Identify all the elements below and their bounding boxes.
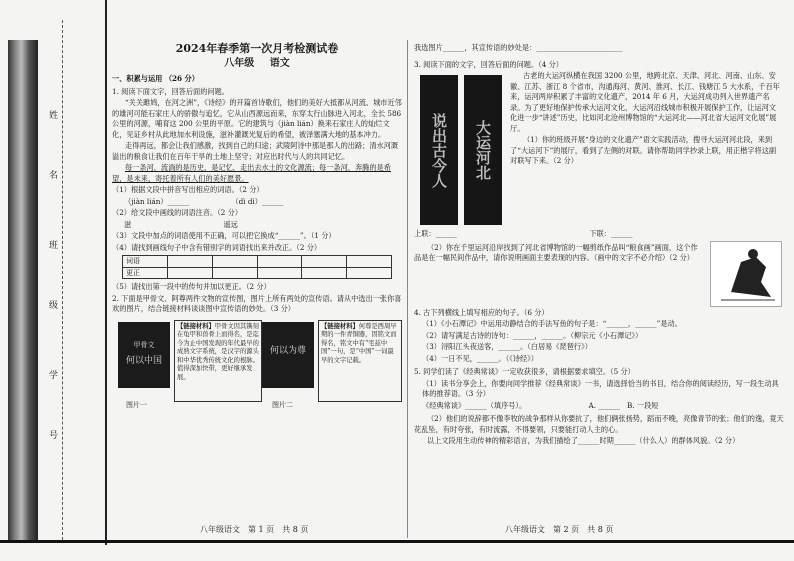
q1-1-a: （jiàn lián）______	[124, 196, 190, 206]
label-ming: 名	[47, 170, 57, 179]
correction-table	[122, 255, 392, 279]
q4-3: （3）浔阳江头夜送客，______。（白居易《琵琶行》）	[422, 342, 592, 351]
couplet-left: 说出古今人	[420, 75, 458, 225]
img2-slogan: 何以为尊	[269, 345, 306, 356]
q1-1: （1）根据文段中拼音写出相应的词语。（2 分）	[112, 185, 264, 194]
cell[interactable]	[212, 256, 257, 268]
papercut-figure-icon	[711, 242, 781, 306]
exam-title: 2024年春季第一次月考检测试卷	[175, 42, 339, 55]
cell[interactable]	[347, 256, 392, 268]
right-column	[414, 42, 784, 448]
xialian-label[interactable]: 下联：______	[589, 229, 633, 238]
img1-sub: 甲骨文	[133, 340, 155, 349]
q2: 2. 下面是甲骨文、阿尊两件文物的宣传图，图片上所有两处的宣传语。请从中选出一张你喜欢的图片，结合链接材料谈谈图中宣传语的妙处。（3 分）	[112, 293, 402, 313]
q4-1: （1）《小石潭记》中运用动静结合的手法写鱼的句子是：“______，______”是动。	[422, 319, 682, 328]
passage-para-2: 走得再远，都会让我们感激，找到自己的归途；武陵阿诗中那是那人的出路；清水河溉溢出的粮食让我们在百年干旱的土地上坚守；对应出时代与人的共同记忆。	[112, 141, 399, 161]
box1-text: 甲骨文因其镌刻在龟甲和兽骨上而得名，是迄今为止中国发现的年代最早的成熟文字系统，是汉字的源头和中华优秀传统文化的根脉。值得深加快带，更好继承发展。	[177, 322, 259, 381]
table-label-gengzheng: 更正	[123, 267, 168, 279]
caption-2: 图片二	[272, 400, 293, 409]
cell[interactable]	[257, 256, 302, 268]
image-he-zun	[262, 322, 314, 388]
q3: 3. 阅读下面的文字，回答后面的问题。（4 分）	[414, 59, 563, 69]
q5-3: 以上文段用生动传神的精彩语言，为我们描绘了______时期______（什么人）的群体风貌。（2 分）	[426, 436, 740, 445]
cell[interactable]	[347, 267, 392, 279]
label-hao: 号	[47, 430, 57, 439]
page-divider	[407, 40, 408, 538]
box1-title: 【链接材料】	[177, 322, 215, 330]
image-oracle-bone	[118, 322, 170, 388]
label-xue: 学	[47, 370, 57, 379]
link-box-1	[174, 320, 262, 402]
papercut-image	[710, 241, 782, 307]
q3-passage: 古老的大运河纵横在我国 3200 公里，地跨北京、天津、河北、河南、山东、安徽、江苏、浙江 8 个省市，沟通海河、黄河、淮河、长江、钱塘江 5 大水系，千百年来，运河两岸积累了丰富的文化遗产，2014 年 6 月，大运河成功列入世界遗产名录。为了更好地保护传承大运河文化，大运河沿线城市积极开展保护工作，让运河文化进一步“讲述”历史，比如河北沧州博物馆的“大运河北——河北省大运河文化展”展厅。	[510, 71, 780, 133]
cell[interactable]	[302, 256, 347, 268]
q5-2: （2）他们的说辞都不像李牧的战争那样从你要抗了，他们俩张扬势，蹈而不晚，亮像青节的张；他们的逸，竟天花乱坠，有时夸张，有时流露，不得要领，只要能打动人主的心。	[414, 414, 784, 434]
q1-5: （5）请找出第一段中的传句并加以更正。（2 分）	[112, 282, 271, 291]
q3-passage-block	[510, 71, 782, 168]
q5-1-b: A. ______ B. 一段短	[588, 400, 659, 410]
q4-4: （4）一日不见，______。（《诗经》）	[422, 353, 538, 363]
q5-1: （1）读书分享会上，你要向同学推荐《经典常谈》一书，请选择恰当的书目，结合你的阅读经历，写一段生动具体的推荐语。（3 分）	[422, 378, 779, 398]
passage-para-1: “关关雎鸠，在河之洲”，《诗经》的开篇首诗歌们，他们的美好大抵都从河流、城市近邻的雄河可能石家庄人的骄傲与追忆，它从山西源远而来，东穿太行山脉进入河北，全长 586 公里的河源，哺育这 200 公里的平原。它的建筑与（jiàn lián）换来石家庄人的灿烂文化，见证乡村从此地加水利设施，滋补灌溉光复后的希望，被泽塞满大地的基本冲力。	[112, 98, 402, 139]
link-box-2	[318, 320, 402, 402]
q1-4: （4）请找到画线句子中含有错别字的词语找出来并改正。（2 分）	[112, 242, 322, 252]
label-xing: 姓	[47, 110, 57, 119]
q3-2-block	[414, 243, 704, 265]
binding-margin	[0, 0, 107, 545]
passage-para-3: 每一条河，流淌的是历史，是记忆，走出去水土的文化源流；每一条河，奔腾的是希望，是未来，寄托着所有人们的美好愿景。	[112, 163, 391, 183]
q1-1-b: （dì dì）______	[231, 196, 284, 206]
q1-intro: 1. 阅读下面文字，回答后面的问题。	[112, 86, 229, 96]
box2-text: 何尊是西周早期的一件青铜器，因铭文而得名，铭文中有“宅兹中国”一句，是“中国”一词最早的文字记载。	[321, 322, 397, 364]
q3-1: （1）你的班级开展“身边的文化遗产”语文实践活动，搜寻大运河河北段，来到了“大运河下”的展厅，看到了左侧的对联。请你帮助同学抄录上联，用正楷字将这副对联写下来。（2 分）	[510, 135, 777, 165]
cell[interactable]	[168, 267, 213, 279]
shanglian-label[interactable]: 上联：______	[414, 229, 458, 238]
bottom-border	[0, 540, 794, 543]
q4: 4. 古下列横线上填写相应的句子。（6 分）	[414, 307, 549, 317]
cell[interactable]	[302, 267, 347, 279]
q5-1-a: 《经典常谈》______（填序号）。	[422, 400, 527, 410]
q5: 5. 同学们读了《经典常谈》一定收获很多，请根据要求填空。（5 分）	[414, 367, 635, 376]
cell[interactable]	[257, 267, 302, 279]
caption-1: 图片一	[126, 400, 147, 409]
q4-2: （2）请写满足古诗的诗句：______，______。（柳宗元《小石潭记》）	[422, 330, 643, 340]
label-ji: 级	[47, 300, 57, 309]
images-row	[112, 318, 402, 428]
footer-page-1: 八年级语文 第 1 页 共 8 页	[200, 525, 309, 534]
label-ban: 班	[47, 240, 57, 249]
img1-slogan: 何以中国	[125, 356, 162, 366]
section-heading: 一、积累与运用 （26 分）	[112, 74, 199, 83]
q3-2: （2）你在千里运河沿岸找到了河北省博物馆的一幅剪纸作品叫“粮食画”画面，这个作品是在一幅民间作品中，请你说明画面主要表现的内容。（画中的文字不必介绍）（2 分）	[414, 242, 698, 262]
box2-title: 【链接材料】	[321, 322, 359, 330]
table-label-ciyu: 词语	[123, 256, 168, 268]
cut-line	[62, 20, 63, 540]
left-column	[112, 42, 402, 428]
binding-strip	[8, 40, 38, 540]
footer-page-2: 八年级语文 第 2 页 共 8 页	[505, 525, 614, 534]
cell[interactable]	[168, 256, 213, 268]
q1-3: （3）文段中加点的词语使用不正确，可以把它换成“______”。（1 分）	[112, 231, 336, 240]
q1-2-b: 遥远	[223, 219, 238, 229]
exam-subtitle: 八年级 语文	[224, 57, 290, 69]
cell[interactable]	[212, 267, 257, 279]
q1-2: （2）给文段中画线的词语注音。（2 分）	[112, 208, 243, 217]
couplet-right: 大运河北	[464, 75, 502, 225]
q1-2-a: 滋	[124, 219, 132, 229]
q2-answer-line: 我选图片______，其宣传语的妙处是：________________________	[414, 43, 623, 52]
